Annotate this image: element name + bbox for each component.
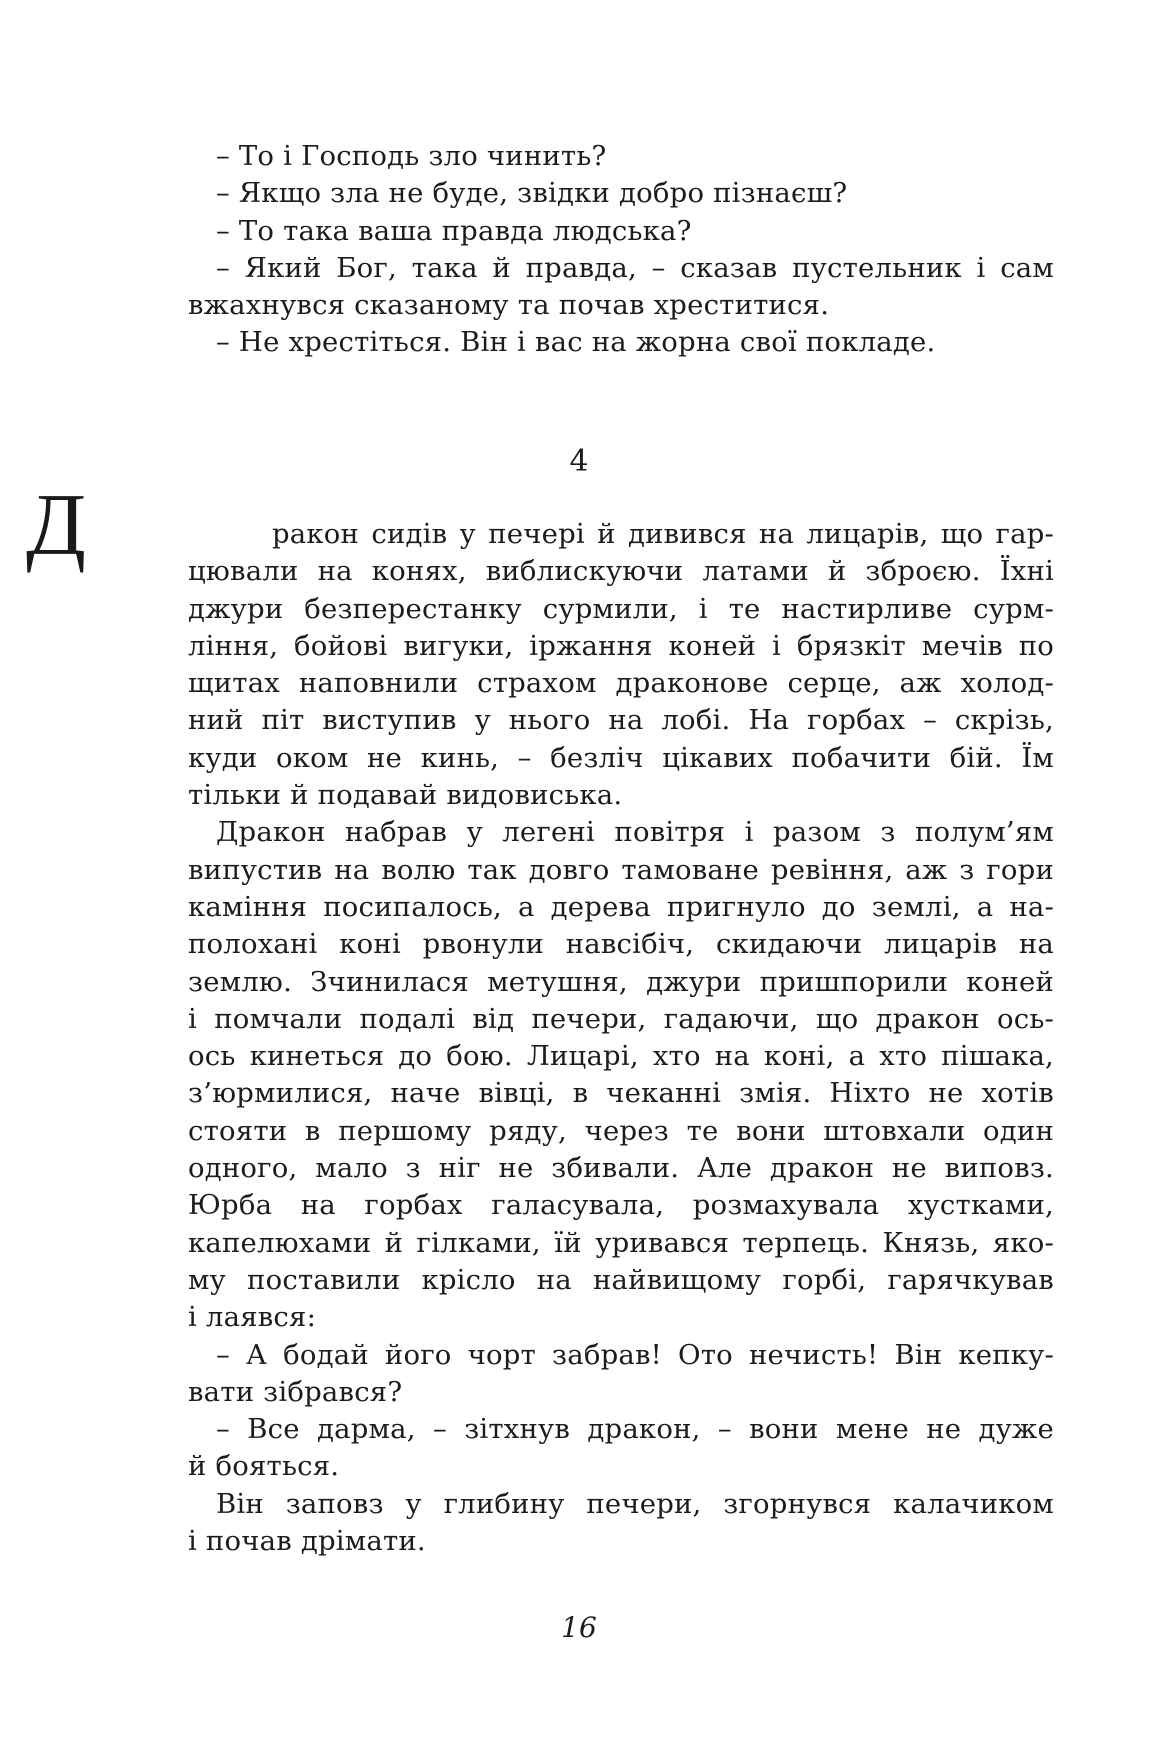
text-line: з’юрмилися, наче вівці, в чеканні змія. Ніхто не хотів: [188, 1077, 1054, 1110]
text-line: куди оком не кинь, – безліч цікавих побачити бій. Їм: [188, 741, 1054, 774]
text-line: одного, мало з ніг не збивали. Але дракон не виповз.: [188, 1152, 1054, 1185]
dialogue-block: [188, 138, 1054, 362]
text-line: – Який Бог, така й правда, – сказав пустельник і сам: [216, 251, 1054, 284]
text-line: і почав дрімати.: [188, 1525, 426, 1558]
text-line: – Якщо зла не буде, звідки добро пізнаєш?: [216, 177, 848, 210]
text-line: Дракон набрав у легені повітря і разом з полум’ям: [216, 816, 1054, 849]
text-line: ління, бойові вигуки, іржання коней і брязкіт мечів по: [188, 629, 1054, 662]
text-line: – Не хрестіться. Він і вас на жорна свої покладе.: [216, 326, 936, 359]
text-line: випустив на волю так довго тамоване ревіння, аж з гори: [188, 853, 1054, 886]
text-line: тільки й подавай видовиська.: [188, 779, 623, 812]
text-line: – То і Господь зло чинить?: [216, 140, 607, 172]
text-line: каміння посипалось, а дерева пригнуло до землі, а на-: [188, 890, 1054, 923]
text-line: му поставили крісло на найвищому горбі, гарячкував: [188, 1263, 1054, 1296]
page-number: 16: [561, 1611, 597, 1644]
text-line: – То така ваша правда людська?: [216, 214, 692, 247]
text-line: – А бодай його чорт забрав! Ото нечисть! Він кепку-: [216, 1338, 1054, 1371]
text-line: землю. Зчинилася метушня, джури пришпорили коней: [188, 965, 1054, 998]
text-line: капелюхами й гілками, їй уривався терпець. Князь, яко-: [188, 1226, 1054, 1259]
text-line: вжахнувся сказаному та почав хреститися.: [188, 289, 830, 322]
text-line: ракон сидів у печері й дивився на лицарів, що гар-: [272, 518, 1054, 550]
text-line: джури безперестанку сурмили, і те настирливе сурм-: [188, 592, 1054, 625]
text-line: полохані коні рвонули навсібіч, скидаючи лицарів на: [188, 928, 1054, 961]
chapter-number: 4: [569, 444, 589, 479]
text-line: і лаявся:: [188, 1301, 317, 1334]
text-line: ний піт виступив у нього на лобі. На горбах – скрізь,: [188, 704, 1054, 737]
text-line: ось кинеться до бою. Лицарі, хто на коні, а хто пішака,: [188, 1040, 1054, 1073]
text-line: – Все дарма, – зітхнув дракон, – вони мене не дуже: [216, 1413, 1054, 1446]
chapter-body: [188, 516, 1054, 1560]
text-line: Юрба на горбах галасувала, розмахувала хустками,: [188, 1189, 1054, 1222]
text-line: щитах наповнили страхом драконове серце, аж холод-: [188, 667, 1054, 700]
text-line: цювали на конях, виблискуючи латами й зброєю. Їхні: [188, 555, 1054, 588]
text-line: й бояться.: [188, 1450, 340, 1483]
drop-cap-letter: Д: [26, 477, 87, 574]
text-line: вати зібрався?: [188, 1375, 403, 1408]
text-line: стояти в першому ряду, через те вони штовхали один: [188, 1114, 1054, 1147]
text-line: і помчали подалі від печери, гадаючи, що дракон ось-: [188, 1002, 1054, 1035]
text-line: Він заповз у глибину печери, згорнувся калачиком: [216, 1487, 1054, 1520]
